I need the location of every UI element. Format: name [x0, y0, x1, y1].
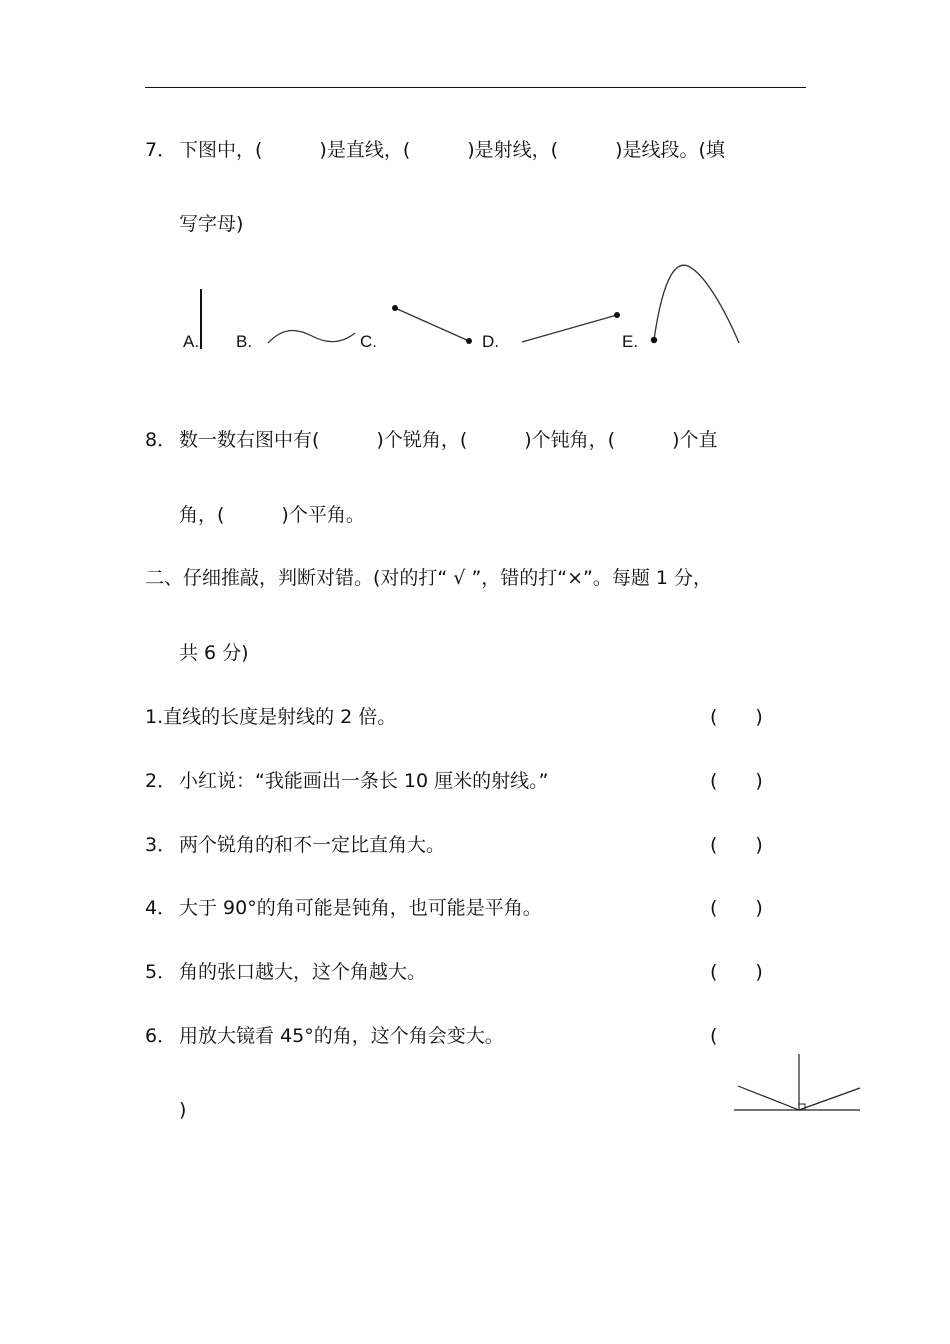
judgment-3-answer-blank[interactable]: ( ) — [710, 834, 763, 856]
section2-heading-line2: 共 6 分) — [179, 642, 249, 664]
judgment-3-number: 3． — [145, 834, 177, 856]
angle-right-ray — [799, 1088, 860, 1110]
angle-left-ray — [738, 1086, 799, 1110]
judgment-2-text: 小红说：“我能画出一条长 10 厘米的射线。” — [179, 770, 549, 792]
judgment-6-number: 6． — [145, 1025, 177, 1047]
q7-text-line2: 写字母) — [179, 213, 244, 235]
figure-label-a: A. — [183, 332, 200, 351]
judgment-6-text: 用放大镜看 45°的角，这个角会变大。 — [179, 1025, 504, 1047]
figure-label-e: E. — [622, 332, 639, 351]
judgment-5-number: 5． — [145, 961, 177, 983]
q8-number: 8． — [145, 429, 177, 451]
figure-label-c: C. — [360, 332, 377, 351]
judgment-6-answer-open[interactable]: ( — [710, 1025, 718, 1047]
judgment-2-answer-blank[interactable]: ( ) — [710, 770, 763, 792]
figure-label-d: D. — [482, 332, 499, 351]
judgment-5-text: 角的张口越大，这个角越大。 — [179, 961, 427, 983]
section2-heading-line1: 二、仔细推敲，判断对错。(对的打“ √ ”，错的打“×”。每题 1 分， — [145, 567, 713, 589]
q8-text-line2: 角，( )个平角。 — [179, 504, 365, 526]
judgment-2-number: 2． — [145, 770, 177, 792]
judgment-6-answer-close: ) — [179, 1099, 187, 1121]
judgment-4-answer-blank[interactable]: ( ) — [710, 897, 763, 919]
judgment-1-answer-blank[interactable]: ( ) — [710, 706, 763, 728]
judgment-3-text: 两个锐角的和不一定比直角大。 — [179, 834, 446, 856]
q8-text-line1: 数一数右图中有( )个锐角，( )个钝角，( )个直 — [179, 429, 718, 451]
figure-label-b: B. — [236, 332, 253, 351]
q7-text-line1: 下图中，( )是直线，( )是射线，( )是线段。(填 — [179, 139, 725, 161]
q7-number: 7． — [145, 139, 177, 161]
judgment-4-text: 大于 90°的角可能是钝角，也可能是平角。 — [179, 897, 542, 919]
judgment-4-number: 4． — [145, 897, 177, 919]
judgment-1-text: 1.直线的长度是射线的 2 倍。 — [145, 706, 397, 728]
judgment-5-answer-blank[interactable]: ( ) — [710, 961, 763, 983]
